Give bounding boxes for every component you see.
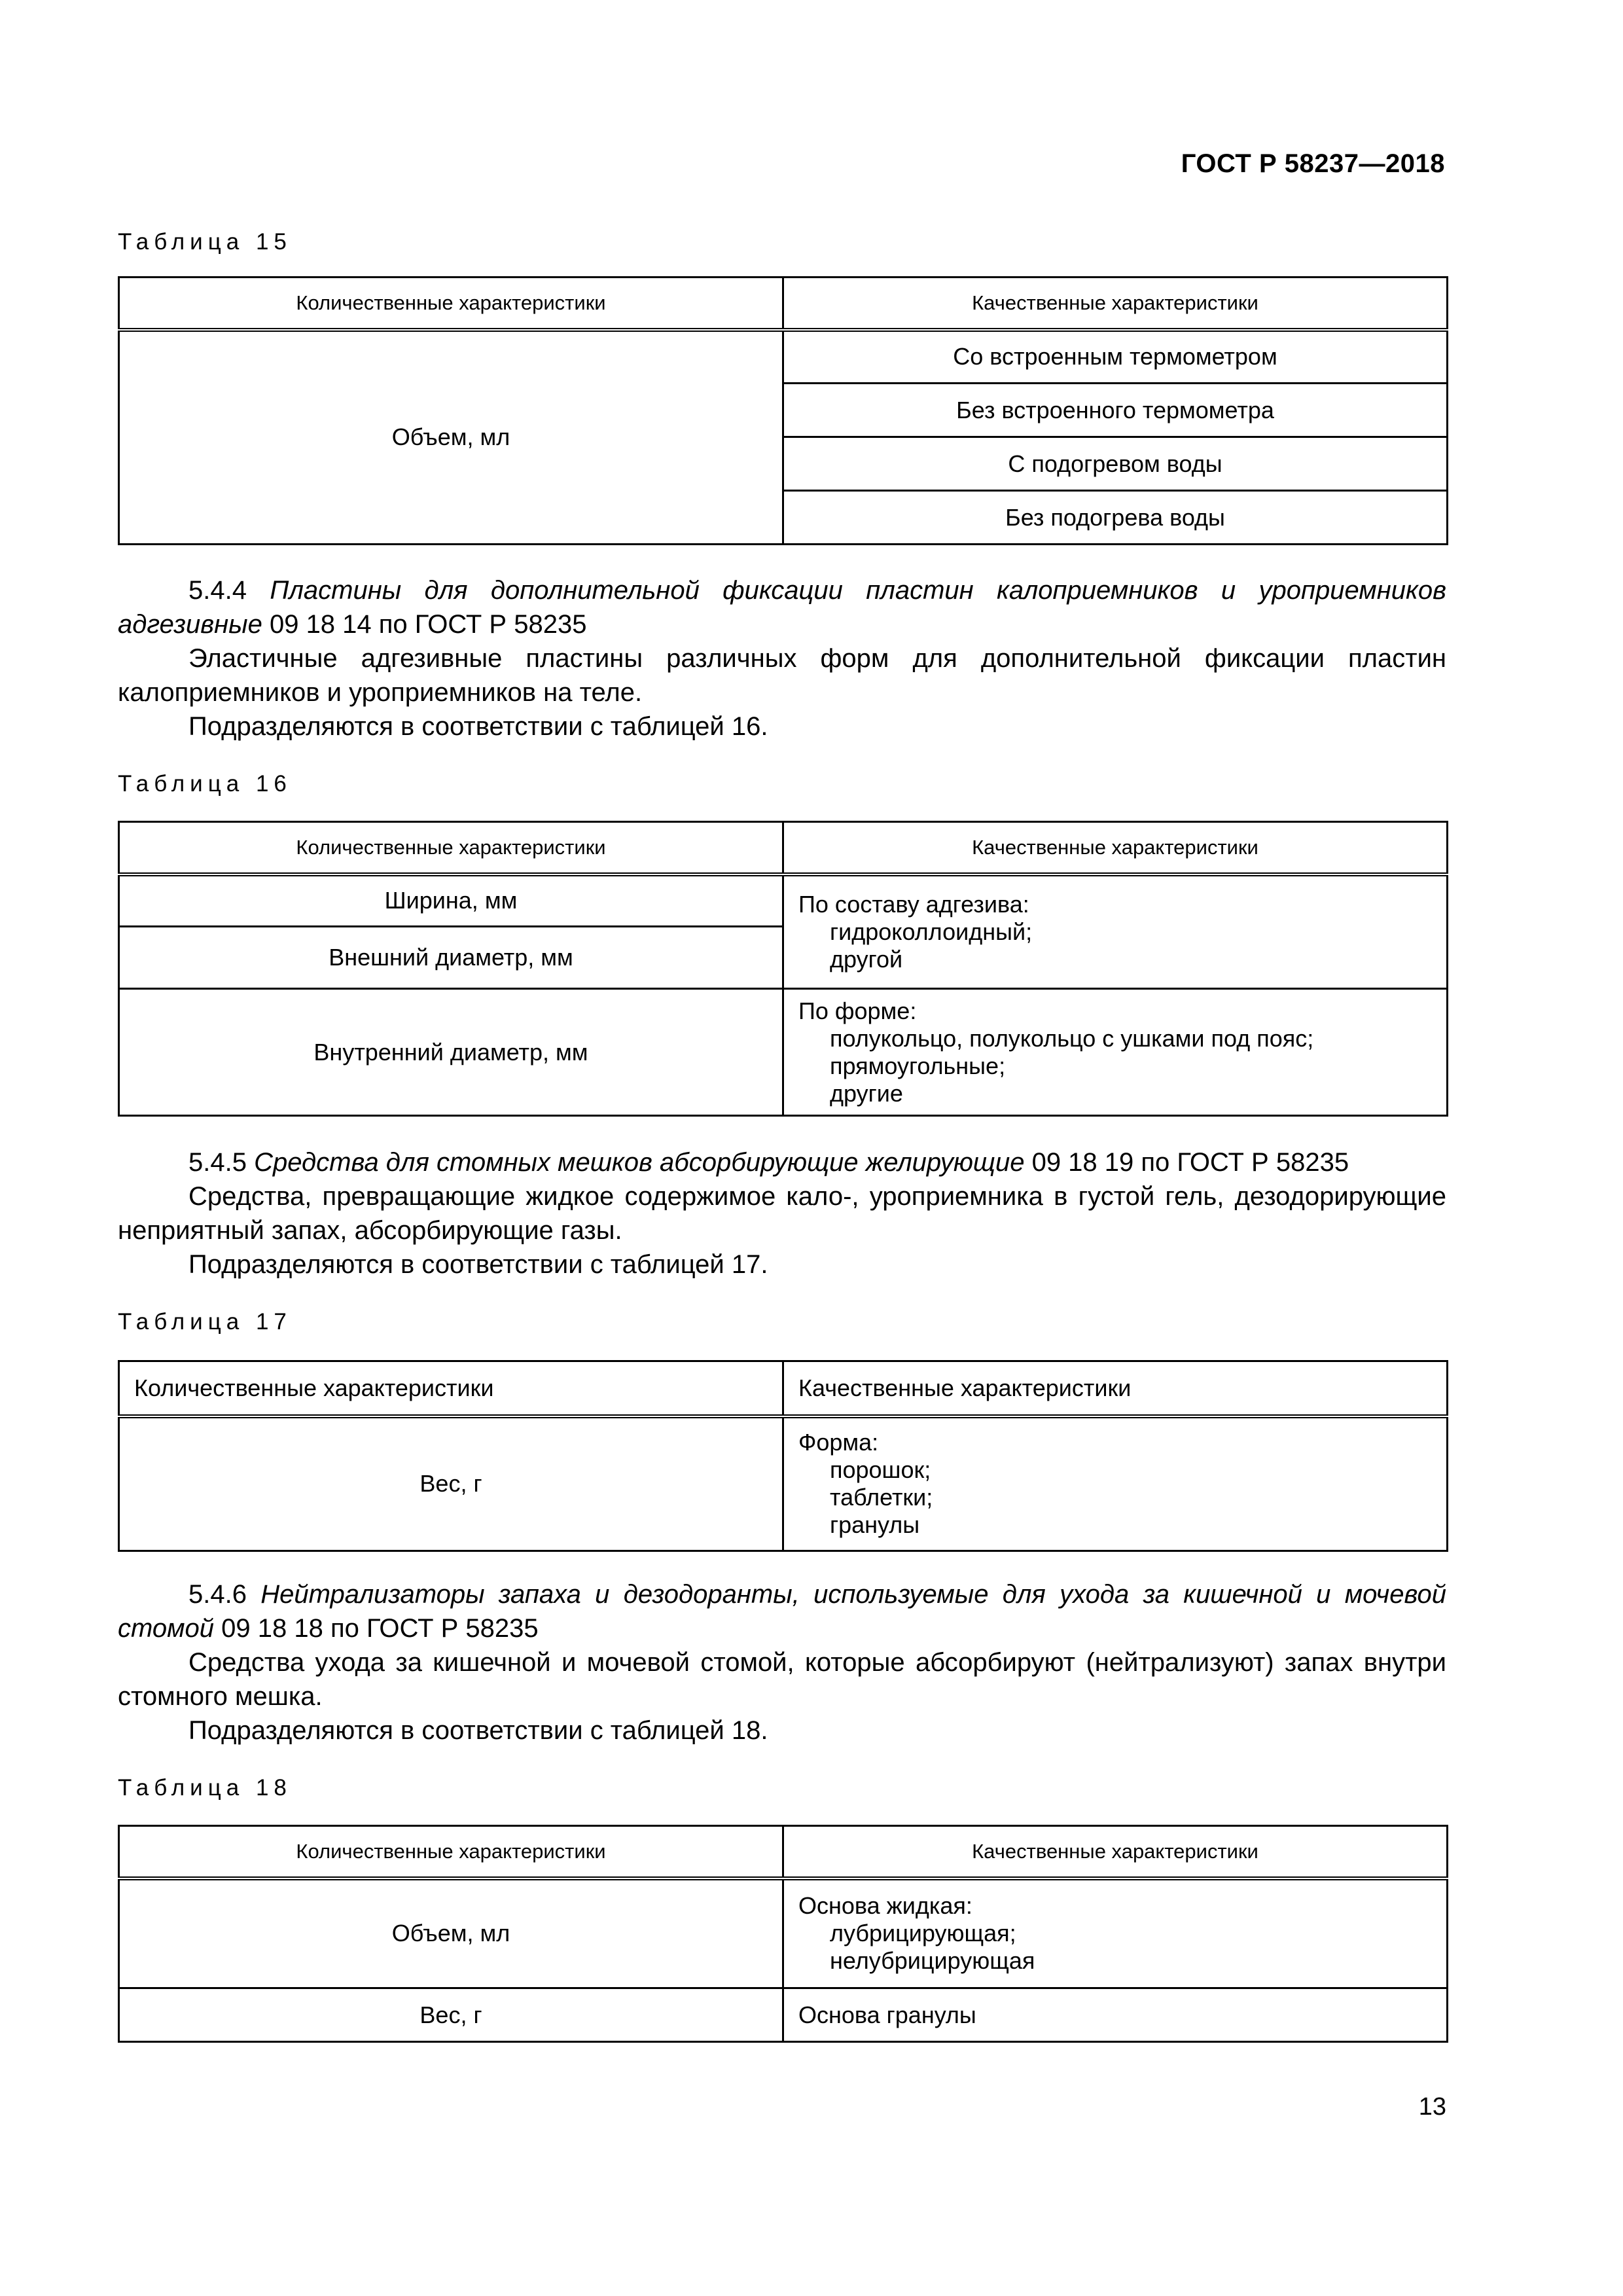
table-18-weight-cell: Вес, г	[119, 1988, 783, 2042]
section-title: Средства для стомных мешков абсорбирующие желирующие	[254, 1148, 1025, 1177]
section-5-4-6	[118, 1577, 1446, 1748]
table-18	[118, 1825, 1448, 2043]
section-subdivision: Подразделяются в соответствии с таблицей 16.	[188, 712, 768, 741]
list-title: Основа жидкая:	[798, 1892, 972, 1920]
table-cell: С подогревом воды	[783, 437, 1448, 491]
table-16-caption: Таблица 16	[118, 771, 292, 797]
table-18-volume-cell: Объем, мл	[119, 1878, 783, 1988]
section-number: 5.4.5	[188, 1148, 255, 1177]
section-number: 5.4.6	[188, 1580, 261, 1609]
table-cell: Внешний диаметр, мм	[119, 927, 783, 989]
section-description: Средства, превращающие жидкое содержимое кало-, уроприемника в густой гель, дезодорирующие неприятный запах, абсорбирующие газы.	[118, 1182, 1446, 1245]
table-17	[118, 1360, 1448, 1552]
document-code: ГОСТ Р 58237—2018	[1181, 149, 1445, 178]
section-5-4-5	[118, 1145, 1446, 1282]
section-code: 09 18 19 по ГОСТ Р 58235	[1024, 1148, 1349, 1177]
table-18-granule-base-cell: Основа гранулы	[783, 1988, 1448, 2042]
list-item: другой	[830, 945, 903, 973]
table-16-header-qualitative: Качественные характеристики	[783, 822, 1448, 874]
section-code: 09 18 18 по ГОСТ Р 58235	[214, 1614, 539, 1643]
table-15-header-quantitative: Количественные характеристики	[119, 278, 783, 330]
table-cell: Внутренний диаметр, мм	[119, 989, 783, 1116]
list-item: порошок;	[830, 1456, 931, 1484]
list-item: лубрицирующая;	[830, 1920, 1016, 1947]
table-cell: Со встроенным термометром	[783, 330, 1448, 384]
section-description: Эластичные адгезивные пластины различных форм для дополнительной фиксации пластин калоприемников и уроприемников на теле.	[118, 644, 1446, 707]
table-17-weight-cell: Вес, г	[119, 1416, 783, 1551]
list-item: нелубрицирующая	[830, 1947, 1035, 1975]
list-item: прямоугольные;	[830, 1052, 1006, 1079]
table-cell: Без встроенного термометра	[783, 384, 1448, 437]
table-cell: Без подогрева воды	[783, 491, 1448, 545]
section-subdivision: Подразделяются в соответствии с таблицей 17.	[188, 1250, 768, 1279]
table-18-header-quantitative: Количественные характеристики	[119, 1826, 783, 1878]
section-title: Нейтрализаторы запаха и дезодоранты, используемые для ухода за кишечной и мочевой стомой	[118, 1580, 1447, 1643]
table-15	[118, 276, 1448, 545]
table-18-caption: Таблица 18	[118, 1775, 292, 1801]
section-code: 09 18 14 по ГОСТ Р 58235	[262, 610, 587, 639]
table-16	[118, 821, 1448, 1117]
section-description: Средства ухода за кишечной и мочевой стомой, которые абсорбируют (нейтрализуют) запах внутри стомного мешка.	[118, 1648, 1446, 1711]
table-18-liquid-base-cell	[783, 1878, 1448, 1988]
table-15-header-qualitative: Качественные характеристики	[783, 278, 1448, 330]
list-title: По составу адгезива:	[798, 890, 1029, 918]
table-17-header-qualitative: Качественные характеристики	[783, 1361, 1448, 1416]
list-item: таблетки;	[830, 1484, 933, 1511]
table-17-caption: Таблица 17	[118, 1309, 292, 1335]
section-number: 5.4.4	[188, 576, 270, 605]
section-5-4-4	[118, 573, 1446, 744]
table-17-header-quantitative: Количественные характеристики	[119, 1361, 783, 1416]
list-item: гидроколлоидный;	[830, 918, 1033, 945]
table-16-adhesive-composition-cell	[783, 874, 1448, 989]
list-item: полукольцо, полукольцо с ушками под пояс;	[830, 1024, 1314, 1052]
table-18-header-qualitative: Качественные характеристики	[783, 1826, 1448, 1878]
page-number: 13	[1418, 2093, 1446, 2121]
section-title: Пластины для дополнительной фиксации пластин калоприемников и уроприемников адгезивные	[118, 576, 1446, 639]
list-title: Форма:	[798, 1429, 879, 1456]
table-cell: Ширина, мм	[119, 874, 783, 927]
section-subdivision: Подразделяются в соответствии с таблицей 18.	[188, 1716, 768, 1745]
table-17-form-cell	[783, 1416, 1448, 1551]
table-16-header-quantitative: Количественные характеристики	[119, 822, 783, 874]
list-item: другие	[830, 1079, 903, 1107]
list-title: По форме:	[798, 997, 917, 1024]
table-16-shape-cell	[783, 989, 1448, 1116]
list-item: гранулы	[830, 1511, 920, 1539]
table-15-caption: Таблица 15	[118, 229, 292, 255]
table-15-volume-cell: Объем, мл	[119, 330, 783, 545]
